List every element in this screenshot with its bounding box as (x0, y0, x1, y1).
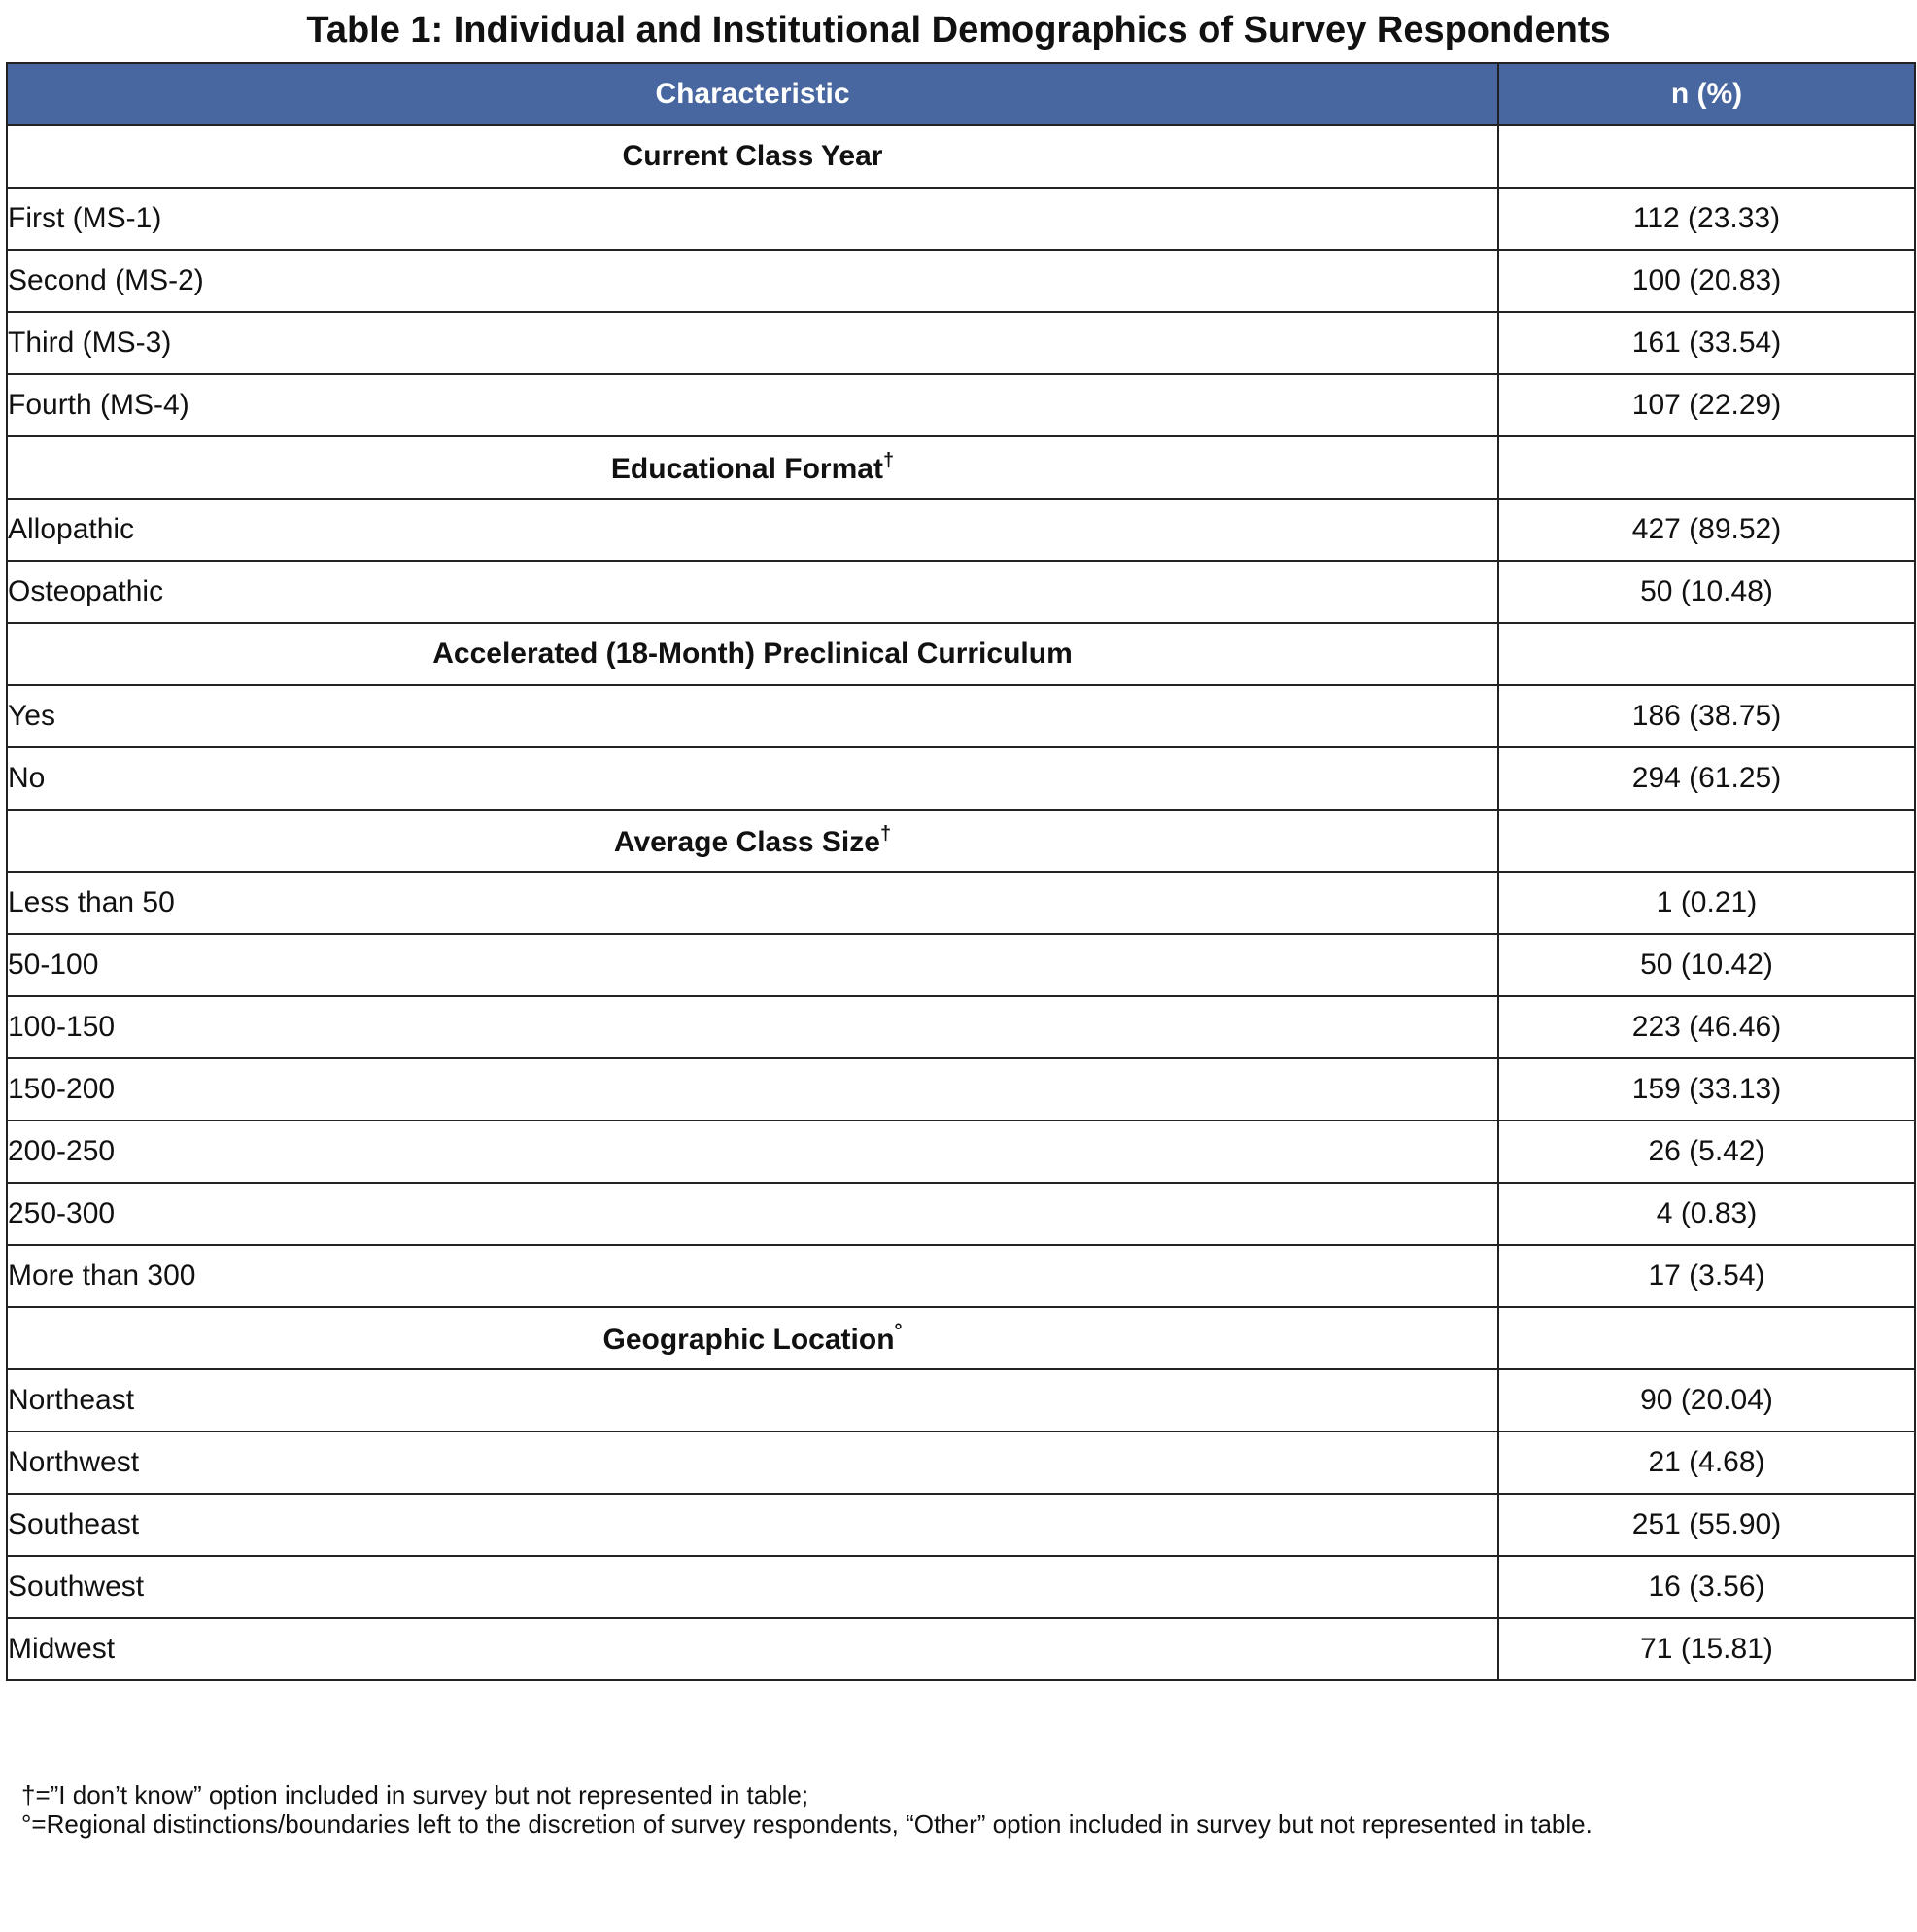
section-value-empty (1498, 810, 1915, 872)
section-row (7, 1307, 1915, 1369)
row-label: Yes (7, 685, 1498, 747)
table-row (7, 1121, 1915, 1183)
header-n-percent: n (%) (1498, 63, 1915, 125)
table-row (7, 499, 1915, 561)
section-heading (7, 436, 1498, 499)
section-heading (7, 623, 1498, 685)
table-header-row (7, 63, 1915, 125)
row-value: 90 (20.04) (1498, 1369, 1915, 1432)
row-label: Osteopathic (7, 561, 1498, 623)
row-value: 161 (33.54) (1498, 312, 1915, 374)
section-heading-text: Accelerated (18-Month) Preclinical Curriculum (432, 638, 1073, 670)
footnote-dagger: †=”I don’t know” option included in survey but not represented in table; (21, 1780, 809, 1810)
row-label: Second (MS-2) (7, 250, 1498, 312)
section-heading-text: Current Class Year (622, 140, 883, 172)
section-heading-text: Geographic Location (602, 1323, 895, 1356)
table-row (7, 188, 1915, 250)
row-label: Less than 50 (7, 872, 1498, 934)
row-value: 112 (23.33) (1498, 188, 1915, 250)
section-row (7, 810, 1915, 872)
table-row (7, 872, 1915, 934)
row-value: 294 (61.25) (1498, 747, 1915, 810)
footnote-degree: °=Regional distinctions/boundaries left to the discretion of survey respondents, “Other” option included in survey but not represented in table. (21, 1810, 1592, 1839)
row-label: Allopathic (7, 499, 1498, 561)
row-value: 100 (20.83) (1498, 250, 1915, 312)
table-row (7, 312, 1915, 374)
row-label: 50-100 (7, 934, 1498, 996)
table-row (7, 1183, 1915, 1245)
row-value: 50 (10.42) (1498, 934, 1915, 996)
section-value-empty (1498, 623, 1915, 685)
row-value: 107 (22.29) (1498, 374, 1915, 436)
table-title: Table 1: Individual and Institutional Demographics of Survey Respondents (306, 10, 1611, 51)
demographics-table (6, 62, 1916, 1681)
row-value: 1 (0.21) (1498, 872, 1915, 934)
table-row (7, 1245, 1915, 1307)
footnote-marker: † (879, 822, 892, 845)
table-row (7, 1556, 1915, 1618)
section-value-empty (1498, 125, 1915, 188)
row-value: 16 (3.56) (1498, 1556, 1915, 1618)
row-value: 4 (0.83) (1498, 1183, 1915, 1245)
row-label: Third (MS-3) (7, 312, 1498, 374)
table-row (7, 1369, 1915, 1432)
table-row (7, 1058, 1915, 1121)
row-label: 200-250 (7, 1121, 1498, 1183)
table-row (7, 1494, 1915, 1556)
row-value: 17 (3.54) (1498, 1245, 1915, 1307)
row-value: 26 (5.42) (1498, 1121, 1915, 1183)
row-value: 186 (38.75) (1498, 685, 1915, 747)
row-value: 223 (46.46) (1498, 996, 1915, 1058)
row-value: 50 (10.48) (1498, 561, 1915, 623)
section-row (7, 125, 1915, 188)
table-row (7, 1432, 1915, 1494)
section-heading (7, 125, 1498, 188)
section-heading-text: Average Class Size (613, 825, 880, 858)
row-label: Southwest (7, 1556, 1498, 1618)
table-row (7, 934, 1915, 996)
row-label: 150-200 (7, 1058, 1498, 1121)
row-value: 71 (15.81) (1498, 1618, 1915, 1680)
row-value: 427 (89.52) (1498, 499, 1915, 561)
row-label: Northeast (7, 1369, 1498, 1432)
footnote-marker: † (882, 449, 895, 471)
table-row (7, 996, 1915, 1058)
section-heading (7, 1307, 1498, 1369)
table-row (7, 374, 1915, 436)
row-label: Southeast (7, 1494, 1498, 1556)
section-heading (7, 810, 1498, 872)
footnotes (21, 1780, 1897, 1839)
section-value-empty (1498, 1307, 1915, 1369)
table-row (7, 685, 1915, 747)
table-row (7, 1618, 1915, 1680)
row-label: Northwest (7, 1432, 1498, 1494)
table-row (7, 747, 1915, 810)
table-body (7, 125, 1915, 1680)
row-value: 251 (55.90) (1498, 1494, 1915, 1556)
row-label: Fourth (MS-4) (7, 374, 1498, 436)
row-value: 21 (4.68) (1498, 1432, 1915, 1494)
section-row (7, 623, 1915, 685)
header-characteristic: Characteristic (7, 63, 1498, 125)
table-row (7, 250, 1915, 312)
table-row (7, 561, 1915, 623)
row-label: No (7, 747, 1498, 810)
row-label: 100-150 (7, 996, 1498, 1058)
section-value-empty (1498, 436, 1915, 499)
row-value: 159 (33.13) (1498, 1058, 1915, 1121)
row-label: 250-300 (7, 1183, 1498, 1245)
section-row (7, 436, 1915, 499)
row-label: Midwest (7, 1618, 1498, 1680)
section-heading-text: Educational Format (610, 452, 883, 485)
row-label: First (MS-1) (7, 188, 1498, 250)
row-label: More than 300 (7, 1245, 1498, 1307)
footnote-marker: ° (894, 1320, 903, 1342)
